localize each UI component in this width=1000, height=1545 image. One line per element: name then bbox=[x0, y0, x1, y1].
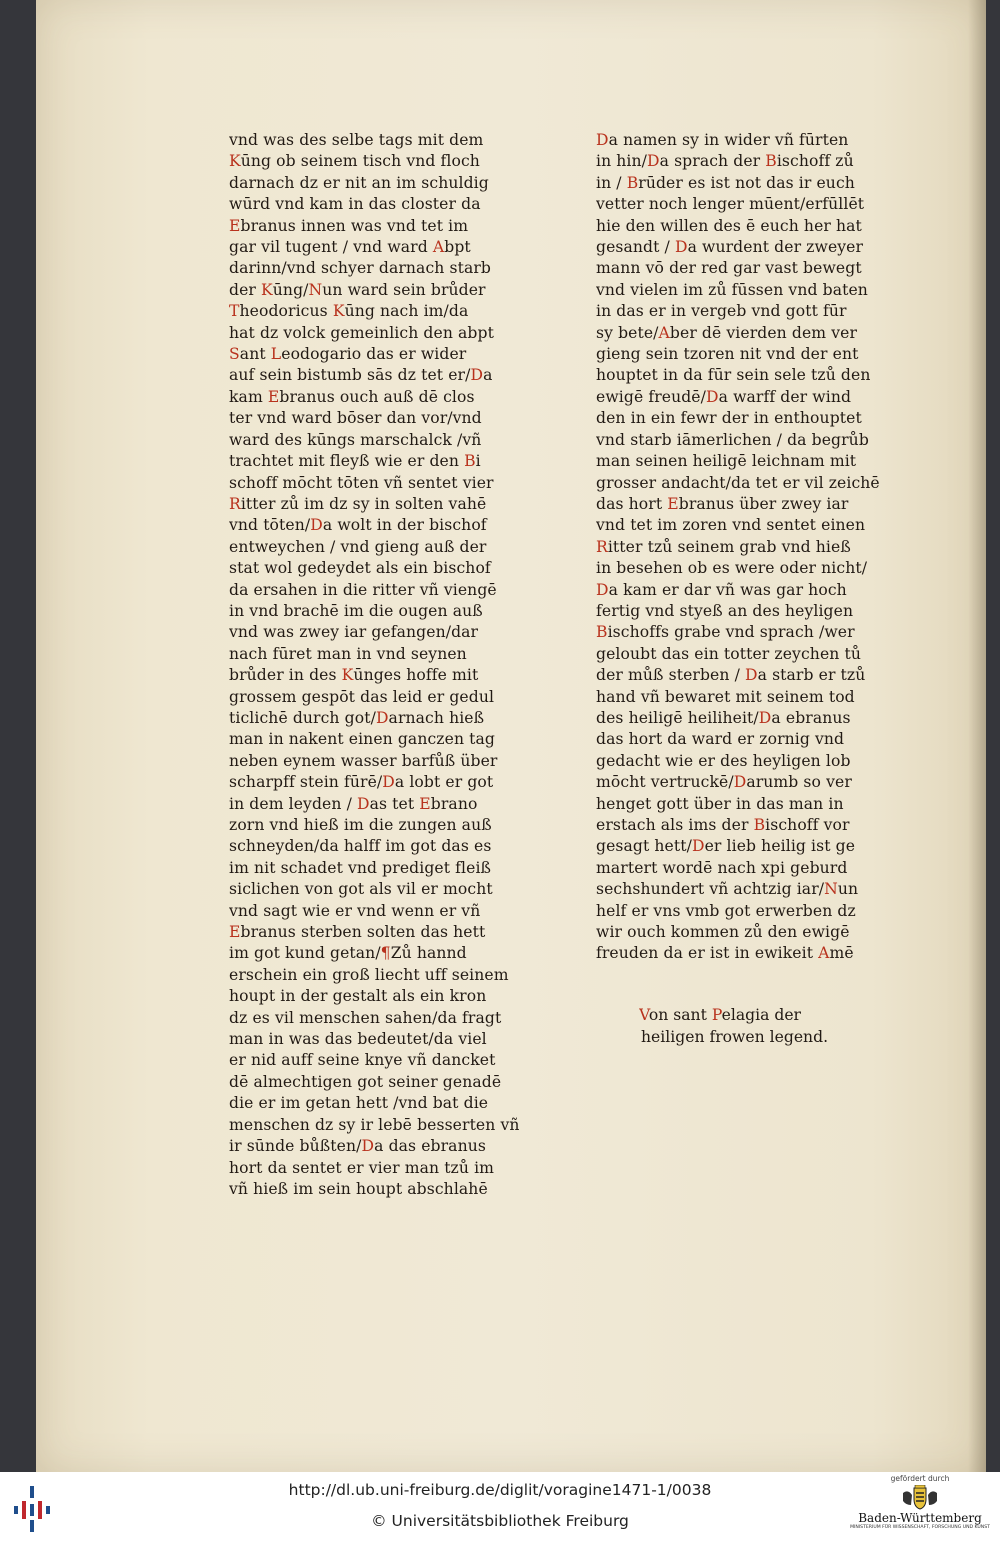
text-run: gieng sein tzoren nit vnd der ent bbox=[596, 345, 859, 364]
text-run: auf sein bistumb sās dz tet er/ bbox=[229, 366, 471, 385]
right-column-line bbox=[596, 515, 892, 536]
left-column-line bbox=[229, 1093, 525, 1114]
right-column-line bbox=[596, 772, 892, 793]
text-run: arnach hieß bbox=[388, 708, 485, 727]
right-column-line bbox=[596, 644, 892, 665]
text-run: ber dē vierden dem ver bbox=[669, 323, 858, 342]
text-run: man seinen heiligē leichnam mit bbox=[596, 452, 857, 471]
text-run: brano bbox=[430, 794, 478, 813]
right-column-line bbox=[596, 708, 892, 729]
left-column-line bbox=[229, 580, 525, 601]
text-run: un ward sein brůder bbox=[322, 280, 486, 299]
text-run: gedacht wie er des heyligen lob bbox=[596, 751, 851, 770]
rubricated-initial: D bbox=[361, 1137, 375, 1156]
text-run: eodogario das er wider bbox=[281, 345, 467, 364]
rubricated-initial: R bbox=[596, 537, 608, 556]
rubricated-initial: K bbox=[229, 152, 241, 171]
text-run: siclichen von got als vil er mocht bbox=[229, 880, 493, 899]
right-column-line bbox=[596, 943, 892, 964]
text-run: vnd vielen im zů fūssen vnd baten bbox=[596, 280, 868, 299]
rubricated-initial: D bbox=[596, 580, 609, 599]
text-run: den in ein fewr der in enthouptet bbox=[596, 409, 862, 428]
right-column-line bbox=[596, 280, 892, 301]
text-run: henget gott über in das man in bbox=[596, 794, 844, 813]
text-run: i bbox=[475, 452, 481, 471]
heading-line bbox=[639, 1004, 869, 1026]
text-run: itter zů im dz sy in solten vahē bbox=[240, 494, 487, 513]
text-run: vnd starb iāmerlichen / da begrůb bbox=[596, 430, 869, 449]
right-column-line bbox=[596, 473, 892, 494]
text-run: vnd sagt wie er vnd wenn er vñ bbox=[229, 901, 481, 920]
chapter-heading bbox=[639, 1004, 869, 1048]
right-column-line bbox=[596, 622, 892, 643]
text-run: bpt bbox=[444, 238, 471, 257]
left-column-line bbox=[229, 237, 525, 258]
text-run: a sprach der bbox=[659, 152, 766, 171]
text-run: vnd was des selbe tags mit dem bbox=[229, 131, 484, 149]
text-run: ter vnd ward bōser dan vor/vnd bbox=[229, 409, 482, 428]
rubricated-initial: D bbox=[596, 131, 609, 149]
left-column-line bbox=[229, 280, 525, 301]
right-column-line bbox=[596, 344, 892, 365]
right-column-line bbox=[596, 794, 892, 815]
text-run: dz es vil menschen sahen/da fragt bbox=[229, 1008, 502, 1027]
text-run: hie den willen des ē euch her hat bbox=[596, 216, 862, 235]
left-column-line bbox=[229, 1158, 525, 1179]
text-run: wūrd vnd kam in das closter da bbox=[229, 195, 481, 214]
left-column-line bbox=[229, 665, 525, 686]
left-column-line bbox=[229, 151, 525, 172]
text-run: stat wol gedeydet als ein bischof bbox=[229, 559, 491, 578]
text-run: elagia der bbox=[721, 1006, 802, 1024]
right-column-line bbox=[596, 216, 892, 237]
text-run: der bbox=[229, 280, 262, 299]
text-run: ir sūnde bůßten/ bbox=[229, 1137, 362, 1156]
text-run: a wurdent der zweyer bbox=[687, 238, 864, 257]
left-column-line bbox=[229, 194, 525, 215]
left-column-line bbox=[229, 173, 525, 194]
rubricated-initial: S bbox=[229, 345, 240, 364]
rubricated-initial: D bbox=[674, 238, 688, 257]
text-run: ischoff zů bbox=[776, 152, 854, 171]
text-run: geloubt das ein totter zeychen tů bbox=[596, 644, 861, 663]
text-run: in das er in vergeb vnd gott fūr bbox=[596, 302, 847, 321]
left-column-line bbox=[229, 644, 525, 665]
right-column-line bbox=[596, 558, 892, 579]
left-column-line bbox=[229, 986, 525, 1007]
rubricated-initial: B bbox=[464, 452, 476, 471]
rubricated-initial: T bbox=[229, 302, 240, 321]
text-run: branus ouch auß dē clos bbox=[279, 387, 475, 406]
text-column-right bbox=[596, 130, 892, 965]
manuscript-page bbox=[36, 0, 986, 1472]
coat-of-arms-icon bbox=[900, 1485, 940, 1511]
text-run: hand vñ bewaret mit seinem tod bbox=[596, 687, 855, 706]
sponsor-block bbox=[845, 1474, 995, 1544]
right-column-line bbox=[596, 858, 892, 879]
text-run: im nit schadet vnd prediget fleiß bbox=[229, 858, 492, 877]
text-run: grossem gespōt das leid er gedul bbox=[229, 687, 495, 706]
right-column-line bbox=[596, 580, 892, 601]
text-run: im got kund getan/ bbox=[229, 944, 381, 963]
left-column-line bbox=[229, 794, 525, 815]
text-run: ischoffs grabe vnd sprach /wer bbox=[607, 623, 855, 642]
text-run: houpt in der gestalt als ein kron bbox=[229, 987, 487, 1006]
text-run: branus über zwey iar bbox=[678, 494, 849, 513]
text-run: as tet bbox=[369, 794, 420, 813]
right-column-line bbox=[596, 323, 892, 344]
rubricated-initial: A bbox=[432, 238, 445, 257]
rubricated-initial: L bbox=[270, 345, 282, 364]
text-run: die er im getan hett /vnd bat die bbox=[229, 1094, 489, 1113]
left-column-line bbox=[229, 323, 525, 344]
text-run: ewigē freudē/ bbox=[596, 387, 706, 406]
text-run: brůder in des bbox=[229, 666, 342, 685]
text-run: gesandt / bbox=[596, 238, 675, 257]
left-column-line bbox=[229, 537, 525, 558]
sponsor-name: Baden-Württemberg bbox=[858, 1511, 982, 1525]
rubricated-initial: E bbox=[667, 494, 679, 513]
rubricated-initial: V bbox=[639, 1006, 649, 1024]
text-run: freuden da er ist in ewikeit bbox=[596, 944, 819, 963]
right-column-line bbox=[596, 922, 892, 943]
text-run: man in was das bedeutet/da viel bbox=[229, 1030, 487, 1049]
rubricated-initial: B bbox=[753, 816, 766, 834]
text-run: vñ hieß im sein houpt abschlahē bbox=[229, 1179, 488, 1198]
text-run: zorn vnd hieß im die zungen auß bbox=[229, 816, 492, 834]
text-run: vnd tōten/ bbox=[229, 516, 311, 535]
text-run: er lieb heilig ist ge bbox=[704, 837, 856, 856]
left-column-line bbox=[229, 1008, 525, 1029]
rubricated-initial: A bbox=[818, 944, 830, 963]
left-column-line bbox=[229, 558, 525, 579]
right-column-line bbox=[596, 237, 892, 258]
text-run: des heiligē heiliheit/ bbox=[596, 708, 759, 727]
rubricated-initial: E bbox=[267, 387, 280, 406]
right-column-line bbox=[596, 387, 892, 408]
text-run: darnach dz er nit an im schuldig bbox=[229, 173, 489, 192]
text-run: grosser andacht/da tet er vil zeichē bbox=[596, 473, 880, 492]
text-run: scharpff stein fūrē/ bbox=[229, 773, 383, 792]
left-column-line bbox=[229, 216, 525, 237]
sponsor-label: gefördert durch bbox=[890, 1474, 950, 1483]
left-column-line bbox=[229, 879, 525, 900]
left-column-line bbox=[229, 1029, 525, 1050]
left-column-line bbox=[229, 751, 525, 772]
rubricated-initial: N bbox=[824, 880, 838, 899]
heading-line bbox=[639, 1026, 869, 1048]
left-column-line bbox=[229, 965, 525, 986]
left-column-line bbox=[229, 515, 525, 536]
text-run: a ebranus bbox=[771, 708, 851, 727]
right-column-line bbox=[596, 194, 892, 215]
text-run: a starb er tzů bbox=[757, 666, 866, 685]
text-run: ischoff vor bbox=[765, 816, 850, 834]
right-column-line bbox=[596, 601, 892, 622]
text-run: in / bbox=[596, 173, 627, 192]
left-column-line bbox=[229, 430, 525, 451]
rubricated-initial: D bbox=[758, 708, 772, 727]
text-run: mōcht vertruckē/ bbox=[596, 773, 734, 792]
right-column-line bbox=[596, 836, 892, 857]
text-run: martert wordē nach xpi geburd bbox=[596, 858, 848, 877]
text-run: houptet in da fūr sein sele tzů den bbox=[596, 366, 871, 385]
rubricated-initial: K bbox=[332, 302, 345, 321]
left-column-line bbox=[229, 708, 525, 729]
text-run: helf er vns vmb got erwerben dz bbox=[596, 901, 856, 920]
rubricated-initial: E bbox=[229, 923, 241, 942]
text-run: vnd tet im zoren vnd sentet einen bbox=[596, 516, 866, 535]
text-run: der můß sterben / bbox=[596, 666, 745, 685]
rubricated-initial: P bbox=[711, 1006, 722, 1024]
left-column-line bbox=[229, 451, 525, 472]
right-column-line bbox=[596, 430, 892, 451]
left-column-line bbox=[229, 473, 525, 494]
text-run: nach fūret man in vnd seynen bbox=[229, 644, 467, 663]
left-column-line bbox=[229, 258, 525, 279]
text-run: er nid auff seine knye vñ dancket bbox=[229, 1051, 496, 1070]
text-run: darinn/vnd schyer darnach starb bbox=[229, 259, 491, 278]
right-column-line bbox=[596, 451, 892, 472]
text-run: ward des kūngs marschalck /vñ bbox=[229, 430, 482, 449]
text-run: Zů hannd bbox=[390, 944, 467, 963]
text-run: in besehen ob es were oder nicht/ bbox=[596, 559, 868, 578]
text-run: ūng/ bbox=[272, 280, 309, 299]
rubricated-initial: ¶ bbox=[380, 944, 391, 963]
text-run: on sant bbox=[648, 1006, 712, 1024]
left-column-line bbox=[229, 901, 525, 922]
text-run: rūder es ist not das ir euch bbox=[638, 173, 855, 192]
left-column-line bbox=[229, 687, 525, 708]
text-run: entweychen / vnd gieng auß der bbox=[229, 537, 487, 556]
text-run: heiligen frowen legend. bbox=[641, 1028, 829, 1046]
text-column-left bbox=[229, 130, 525, 1200]
text-run: trachtet mit fleyß wie er den bbox=[229, 452, 465, 471]
right-column-line bbox=[596, 365, 892, 386]
right-column-line bbox=[596, 879, 892, 900]
left-column-line bbox=[229, 1179, 525, 1200]
text-run: a bbox=[483, 366, 493, 385]
left-column-line bbox=[229, 365, 525, 386]
right-column-line bbox=[596, 751, 892, 772]
text-run: mann vō der red gar vast bewegt bbox=[596, 259, 862, 278]
left-column-line bbox=[229, 922, 525, 943]
text-run: branus innen was vnd tet im bbox=[240, 216, 469, 235]
text-run: menschen dz sy ir lebē besserten vñ bbox=[229, 1115, 520, 1134]
rubricated-initial: K bbox=[341, 666, 354, 685]
text-run: hat dz volck gemeinlich den abpt bbox=[229, 323, 494, 342]
rubricated-initial: D bbox=[745, 666, 758, 685]
right-column-line bbox=[596, 151, 892, 172]
left-column-line bbox=[229, 130, 525, 151]
right-column-line bbox=[596, 258, 892, 279]
text-run: ticlichē durch got/ bbox=[229, 708, 376, 727]
text-run: in dem leyden / bbox=[229, 794, 357, 813]
text-run: itter tzů seinem grab vnd hieß bbox=[607, 537, 851, 556]
left-column-line bbox=[229, 344, 525, 365]
text-run: schneyden/da halff im got das es bbox=[229, 837, 492, 856]
text-run: erschein ein groß liecht uff seinem bbox=[229, 965, 509, 984]
rubricated-initial: B bbox=[596, 623, 608, 642]
right-column-line bbox=[596, 815, 892, 836]
left-column-line bbox=[229, 301, 525, 322]
rubricated-initial: N bbox=[308, 280, 323, 299]
text-run: sechshundert vñ achtzig iar/ bbox=[596, 880, 825, 899]
rubricated-initial: B bbox=[626, 173, 639, 192]
left-column-line bbox=[229, 387, 525, 408]
left-column-line bbox=[229, 836, 525, 857]
copyright-notice: © Universitätsbibliothek Freiburg bbox=[371, 1512, 629, 1530]
right-column-line bbox=[596, 537, 892, 558]
footer-bar bbox=[0, 1472, 1000, 1545]
left-column-line bbox=[229, 494, 525, 515]
text-run: in hin/ bbox=[596, 152, 648, 171]
left-column-line bbox=[229, 601, 525, 622]
rubricated-initial: D bbox=[691, 837, 705, 856]
rubricated-initial: D bbox=[647, 152, 660, 171]
text-run: a namen sy in wider vñ fūrten bbox=[608, 131, 849, 149]
text-run: gar vil tugent / vnd ward bbox=[229, 238, 433, 257]
left-column-line bbox=[229, 1050, 525, 1071]
right-column-line bbox=[596, 687, 892, 708]
left-column-line bbox=[229, 815, 525, 836]
text-run: wir ouch kommen zů den ewigē bbox=[596, 923, 850, 942]
text-run: man in nakent einen ganczen tag bbox=[229, 730, 495, 749]
right-column-line bbox=[596, 173, 892, 194]
text-run: mē bbox=[829, 944, 854, 963]
text-run: schoff mōcht tōten vñ sentet vier bbox=[229, 473, 494, 492]
rubricated-initial: E bbox=[229, 216, 241, 235]
left-column-line bbox=[229, 1136, 525, 1157]
rubricated-initial: D bbox=[470, 366, 484, 385]
text-run: ūng ob seinem tisch vnd floch bbox=[240, 152, 480, 171]
left-column-line bbox=[229, 622, 525, 643]
text-run: da ersahen in die ritter vñ viengē bbox=[229, 580, 497, 599]
text-run: ūng nach im/da bbox=[344, 302, 469, 321]
rubricated-initial: D bbox=[310, 516, 323, 535]
rubricated-initial: R bbox=[229, 494, 241, 513]
text-run: arumb so ver bbox=[746, 773, 852, 792]
right-column-line bbox=[596, 130, 892, 151]
rubricated-initial: A bbox=[658, 323, 670, 342]
sponsor-ministry: MINISTERIUM FÜR WISSENSCHAFT, FORSCHUNG UND KUNST bbox=[850, 1525, 990, 1530]
text-run: gesagt hett/ bbox=[596, 837, 692, 856]
right-column-line bbox=[596, 408, 892, 429]
rubricated-initial: D bbox=[733, 773, 747, 792]
text-run: ant bbox=[239, 345, 271, 364]
rubricated-initial: B bbox=[765, 152, 777, 171]
text-run: a warff der wind bbox=[718, 387, 852, 406]
text-run: erstach als ims der bbox=[596, 816, 754, 834]
text-run: dē almechtigen got seiner genadē bbox=[229, 1072, 502, 1091]
right-column-line bbox=[596, 494, 892, 515]
text-run: das hort da ward er zornig vnd bbox=[596, 730, 845, 749]
text-run: kam bbox=[229, 387, 268, 406]
right-column-line bbox=[596, 901, 892, 922]
text-run: fertig vnd styeß an des heyligen bbox=[596, 601, 854, 620]
rubricated-initial: D bbox=[382, 773, 395, 792]
left-column-line bbox=[229, 1115, 525, 1136]
text-run: heodoricus bbox=[239, 302, 333, 321]
text-run: hort da sentet er vier man tzů im bbox=[229, 1158, 495, 1177]
text-run: a wolt in der bischof bbox=[322, 516, 487, 535]
text-run: branus sterben solten das hett bbox=[240, 923, 486, 942]
left-column-line bbox=[229, 943, 525, 964]
text-run: ūnges hoffe mit bbox=[353, 666, 479, 685]
left-column-line bbox=[229, 408, 525, 429]
text-run: a lobt er got bbox=[394, 773, 494, 792]
left-column-line bbox=[229, 858, 525, 879]
source-url[interactable]: http://dl.ub.uni-freiburg.de/diglit/voragine1471-1/0038 bbox=[288, 1481, 712, 1499]
left-column-line bbox=[229, 772, 525, 793]
left-column-line bbox=[229, 1072, 525, 1093]
rubricated-initial: D bbox=[375, 708, 389, 727]
text-run: vetter noch lenger mūent/erfūllēt bbox=[596, 195, 865, 214]
right-column-line bbox=[596, 665, 892, 686]
right-column-line bbox=[596, 301, 892, 322]
rubricated-initial: D bbox=[706, 387, 719, 406]
text-run: a kam er dar vñ was gar hoch bbox=[608, 580, 847, 599]
rubricated-initial: K bbox=[261, 280, 273, 299]
text-run: sy bete/ bbox=[596, 323, 659, 342]
text-run: un bbox=[837, 880, 859, 899]
text-run: neben eynem wasser barfůß über bbox=[229, 751, 498, 770]
rubricated-initial: E bbox=[419, 794, 431, 813]
right-column-line bbox=[596, 729, 892, 750]
text-run: in vnd brachē im die ougen auß bbox=[229, 601, 483, 620]
rubricated-initial: D bbox=[357, 794, 370, 813]
text-run: a das ebranus bbox=[374, 1137, 486, 1156]
left-column-line bbox=[229, 729, 525, 750]
text-run: vnd was zwey iar gefangen/dar bbox=[229, 623, 479, 642]
text-run: das hort bbox=[596, 494, 668, 513]
